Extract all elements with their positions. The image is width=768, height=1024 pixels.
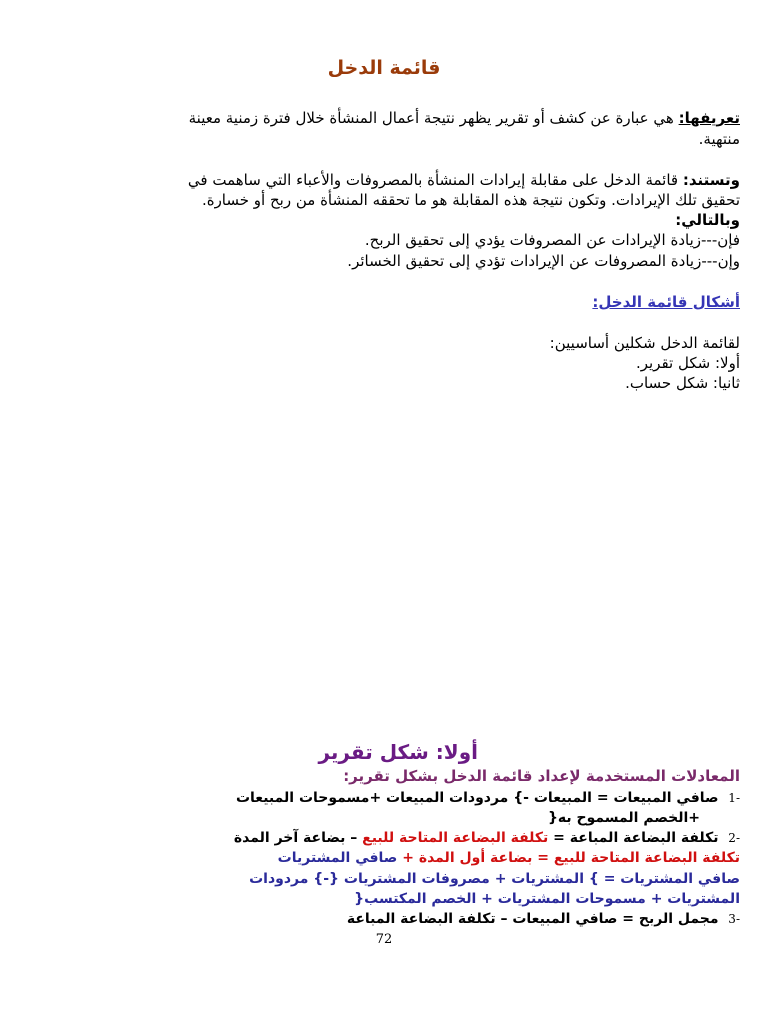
equation-2-text-c: – بضاعة آخر المدة	[233, 830, 363, 846]
forms-second: ثانيا: شكل حساب.	[625, 374, 740, 392]
definition-label: تعريفها:	[678, 109, 740, 127]
equation-1-line-1	[28, 788, 740, 808]
equation-2b-blue: صافي المشتريات	[277, 850, 398, 866]
basis-line-1	[28, 170, 740, 190]
forms-heading: أشكال قائمة الدخل:	[592, 293, 740, 311]
equation-2-number: -2	[728, 831, 740, 845]
equations-heading: المعادلات المستخدمة لإعداد قائمة الدخل بشكل تقرير:	[343, 767, 740, 785]
equation-2-text-a: تكلفة البضاعة المباعة =	[548, 830, 719, 846]
equation-3-number: -3	[728, 912, 740, 926]
forms-first: أولا: شكل تقرير.	[635, 354, 740, 372]
equation-2-line-1	[28, 828, 740, 848]
basis-text-1: قائمة الدخل على مقابلة إيرادات المنشأة بالمصروفات والأعباء التي ساهمت في	[187, 171, 683, 189]
equation-2-line-2	[28, 848, 740, 868]
equation-2-text-b: تكلفة البضاعة المتاحة للبيع	[362, 830, 549, 846]
page-number: 72	[375, 932, 393, 947]
definition-line-1	[28, 108, 740, 128]
equation-3-text: مجمل الربح = صافي المبيعات – تكلفة البضاعة المباعة	[346, 911, 719, 927]
basis-line-2: تحقيق تلك الإيرادات. وتكون نتيجة هذه المقابلة هو ما تحققه المنشأة من ربح أو خسارة.	[201, 191, 740, 209]
therefore-line-2: وإن---زيادة المصروفات عن الإيرادات تؤدي إلى تحقيق الخسائر.	[347, 252, 740, 270]
forms-intro: لقائمة الدخل شكلين أساسيين:	[549, 334, 740, 352]
report-section-title: أولا: شكل تقرير	[318, 740, 478, 764]
definition-text-1: هي عبارة عن كشف أو تقرير يظهر نتيجة أعمال المنشأة خلال فترة زمنية معينة	[188, 109, 679, 127]
equation-2-line-4: المشتريات + مسموحات المشتريات + الخصم المكتسب{	[354, 891, 740, 907]
definition-line-2: منتهية.	[698, 130, 740, 148]
equation-3-line	[28, 909, 740, 929]
basis-label: وتستند:	[682, 171, 740, 189]
page-title: قائمة الدخل	[327, 57, 441, 79]
equation-1-text: صافي المبيعات = المبيعات -} مردودات المبيعات +مسموحات المبيعات	[235, 790, 719, 806]
equation-1-line-2: +الخصم المسموح به{	[547, 810, 700, 826]
therefore-label: وبالتالي:	[675, 211, 740, 229]
equation-1-number: -1	[728, 791, 740, 805]
equation-2b-red: تكلفة البضاعة المتاحة للبيع = بضاعة أول المدة +	[397, 850, 740, 866]
equation-2-line-3: صافي المشتريات = } المشتريات + مصروفات المشتريات {-} مردودات	[249, 871, 740, 887]
therefore-line-1: فإن---زيادة الإيرادات عن المصروفات يؤدي إلى تحقيق الربح.	[364, 231, 740, 249]
